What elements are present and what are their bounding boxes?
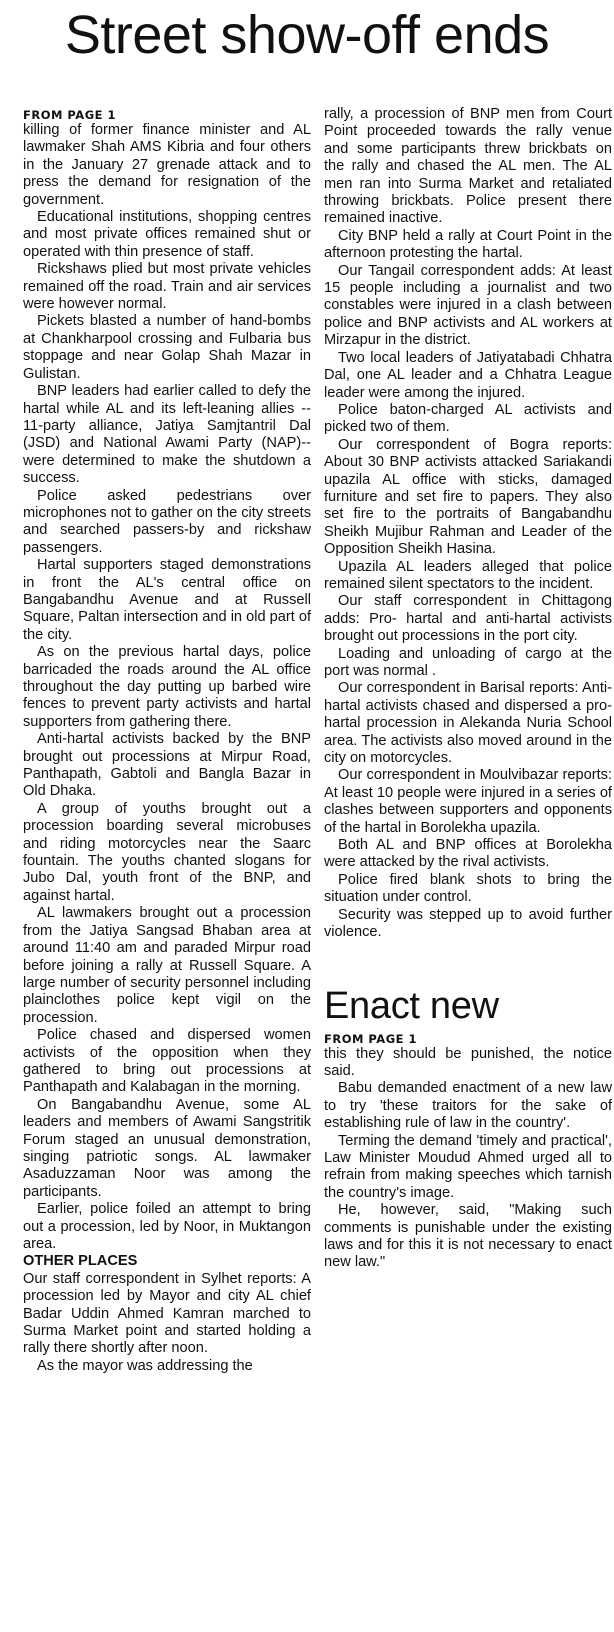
paragraph: killing of former finance minister and AL lawmaker Shah AMS Kibria and four others in the January 27 grenade attack and to press the demand for resignation of the government. [23, 122, 311, 208]
paragraph: Babu demanded enactment of a new law to try 'these traitors for the sake of establishing rule of law in the country'. [324, 1080, 612, 1132]
paragraph: BNP leaders had earlier called to defy the hartal while AL and its left-leaning allies -- 11-party alliance, Jatiya Samjtantril Dal (JSD) and National Awami Party (NAP)-- were determined to make the shutdown a success. [23, 383, 311, 487]
kicker-from-page-1: FROM PAGE 1 [23, 108, 117, 122]
paragraph: Our correspondent of Bogra reports: About 30 BNP activists attacked Sariakandi upazila AL office with sticks, damaged furniture and set fire to papers. They also set fire to the portraits of Bangabandhu Sheikh Mujibur Rahman and Leader of the Opposition Sheikh Hasina. [324, 436, 612, 558]
headline-street-show-off-ends: Street show-off ends [64, 5, 550, 65]
article-column-left [23, 108, 311, 1375]
paragraph: Upazila AL leaders alleged that police remained silent spectators to the incident. [324, 558, 612, 592]
paragraph: Our correspondent in Barisal reports: Anti-hartal activists chased and dispersed a pro-hartal procession in Alekanda Nuria School area. The activists also moved around in the city on motorcycles. [324, 680, 612, 767]
paragraph: Rickshaws plied but most private vehicles remained off the road. Train and air services were however normal. [23, 261, 311, 313]
paragraph: Loading and unloading of cargo at the port was normal . [324, 645, 612, 679]
paragraph: Police chased and dispersed women activists of the opposition when they gathered to bring out processions at Panthapath and Kalabagan in the morning. [23, 1027, 311, 1096]
headline-enact-new: Enact new [324, 984, 499, 1027]
paragraph: Both AL and BNP offices at Borolekha were attacked by the rival activists. [324, 837, 612, 871]
paragraph: Our correspondent in Moulvibazar reports: At least 10 people were injured in a series of clashes between supporters and opponents of the hartal in Borolekha upazila. [324, 767, 612, 836]
paragraph: Security was stepped up to avoid further violence. [324, 906, 612, 941]
paragraph: Two local leaders of Jatiyatabadi Chhatra Dal, one AL leader and a Chhatra League leader were among the injured. [324, 349, 612, 401]
paragraph: On Bangabandhu Avenue, some AL leaders and members of Awami Sangstritik Forum staged an unusual demonstration, singing patriotic songs. AL lawmaker Asaduzzaman Noor was among the participants. [23, 1096, 311, 1200]
paragraph: this they should be punished, the notice said. [324, 1045, 612, 1079]
paragraph: City BNP held a rally at Court Point in the afternoon protesting the hartal. [324, 227, 612, 262]
paragraph: Pickets blasted a number of hand-bombs at Chankharpool crossing and Fulbaria bus stoppage and near Golap Shah Mazar in Gulistan. [23, 313, 311, 382]
paragraph: Hartal supporters staged demonstrations in front the AL's central office on Bangabandhu Avenue and at Russell Square, Paltan intersection and in old part of the city. [23, 557, 312, 643]
paragraph: Police baton-charged AL activists and picked two of them. [324, 401, 612, 436]
kicker-from-page-1: FROM PAGE 1 [324, 1031, 418, 1046]
paragraph: A group of youths brought out a procession boarding several microbuses and riding motorcycles near the Saarc fountain. The youths chanted slogans for Jubo Dal, youth front of the BNP, and against hartal. [23, 800, 311, 904]
paragraph: Terming the demand 'timely and practical', Law Minister Moudud Ahmed urged all to refrain from making speeches which tarnish the country's image. [324, 1132, 612, 1201]
paragraph: As on the previous hartal days, police barricaded the roads around the AL office throughout the day putting up barbed wire fences to prevent party activists and hartal supporters from gathering there. [23, 644, 311, 730]
article-column-right [324, 106, 612, 1272]
paragraph: AL lawmakers brought out a procession from the Jatiya Sangsad Bhaban area at around 11:40 am and paraded Mirpur road before joining a rally at Russell Square. A large number of security personnel including plainclothes police kept vigil on the procession. [23, 905, 311, 1026]
paragraph: Our Tangail correspondent adds: At least 15 people including a journalist and two constables were injured in a clash between police and BNP activists and AL workers at Mirzapur in the district. [324, 262, 612, 349]
paragraph: Educational institutions, shopping centres and most private offices remained shut or operated with thin presence of staff. [23, 209, 311, 260]
paragraph: Earlier, police foiled an attempt to bring out a procession, led by Noor, in Muktangon area. [23, 1201, 311, 1252]
paragraph: Police fired blank shots to bring the situation under control. [324, 871, 612, 906]
paragraph: Anti-hartal activists backed by the BNP brought out processions at Mirpur Road, Panthapath, Gabtoli and Bangla Bazar in Old Dhaka. [23, 731, 311, 800]
paragraph: Our staff correspondent in Sylhet reports: A procession led by Mayor and city AL chief Badar Uddin Ahmed Kamran marched to Surma Market point and started holding a rally there shortly after noon. [23, 1270, 311, 1357]
paragraph: As the mayor was addressing the [37, 1357, 253, 1374]
paragraph: rally, a procession of BNP men from Court Point proceeded towards the rally venue and some participants threw brickbats on the rally and chased the AL men. The AL men ran into Surma Market and retaliated throwing brickbats. Police present there remained inactive. [324, 106, 612, 227]
subhead-other-places: OTHER PLACES [23, 1253, 138, 1270]
paragraph: Police asked pedestrians over microphones not to gather on the city streets and searched passers-by and rickshaw passengers. [23, 487, 311, 556]
paragraph: Our staff correspondent in Chittagong adds: Pro- hartal and anti-hartal activists brought out processions in the port city. [324, 593, 612, 645]
paragraph: He, however, said, "Making such comments is punishable under the existing laws and for this it is not necessary to enact new law." [324, 1202, 612, 1271]
